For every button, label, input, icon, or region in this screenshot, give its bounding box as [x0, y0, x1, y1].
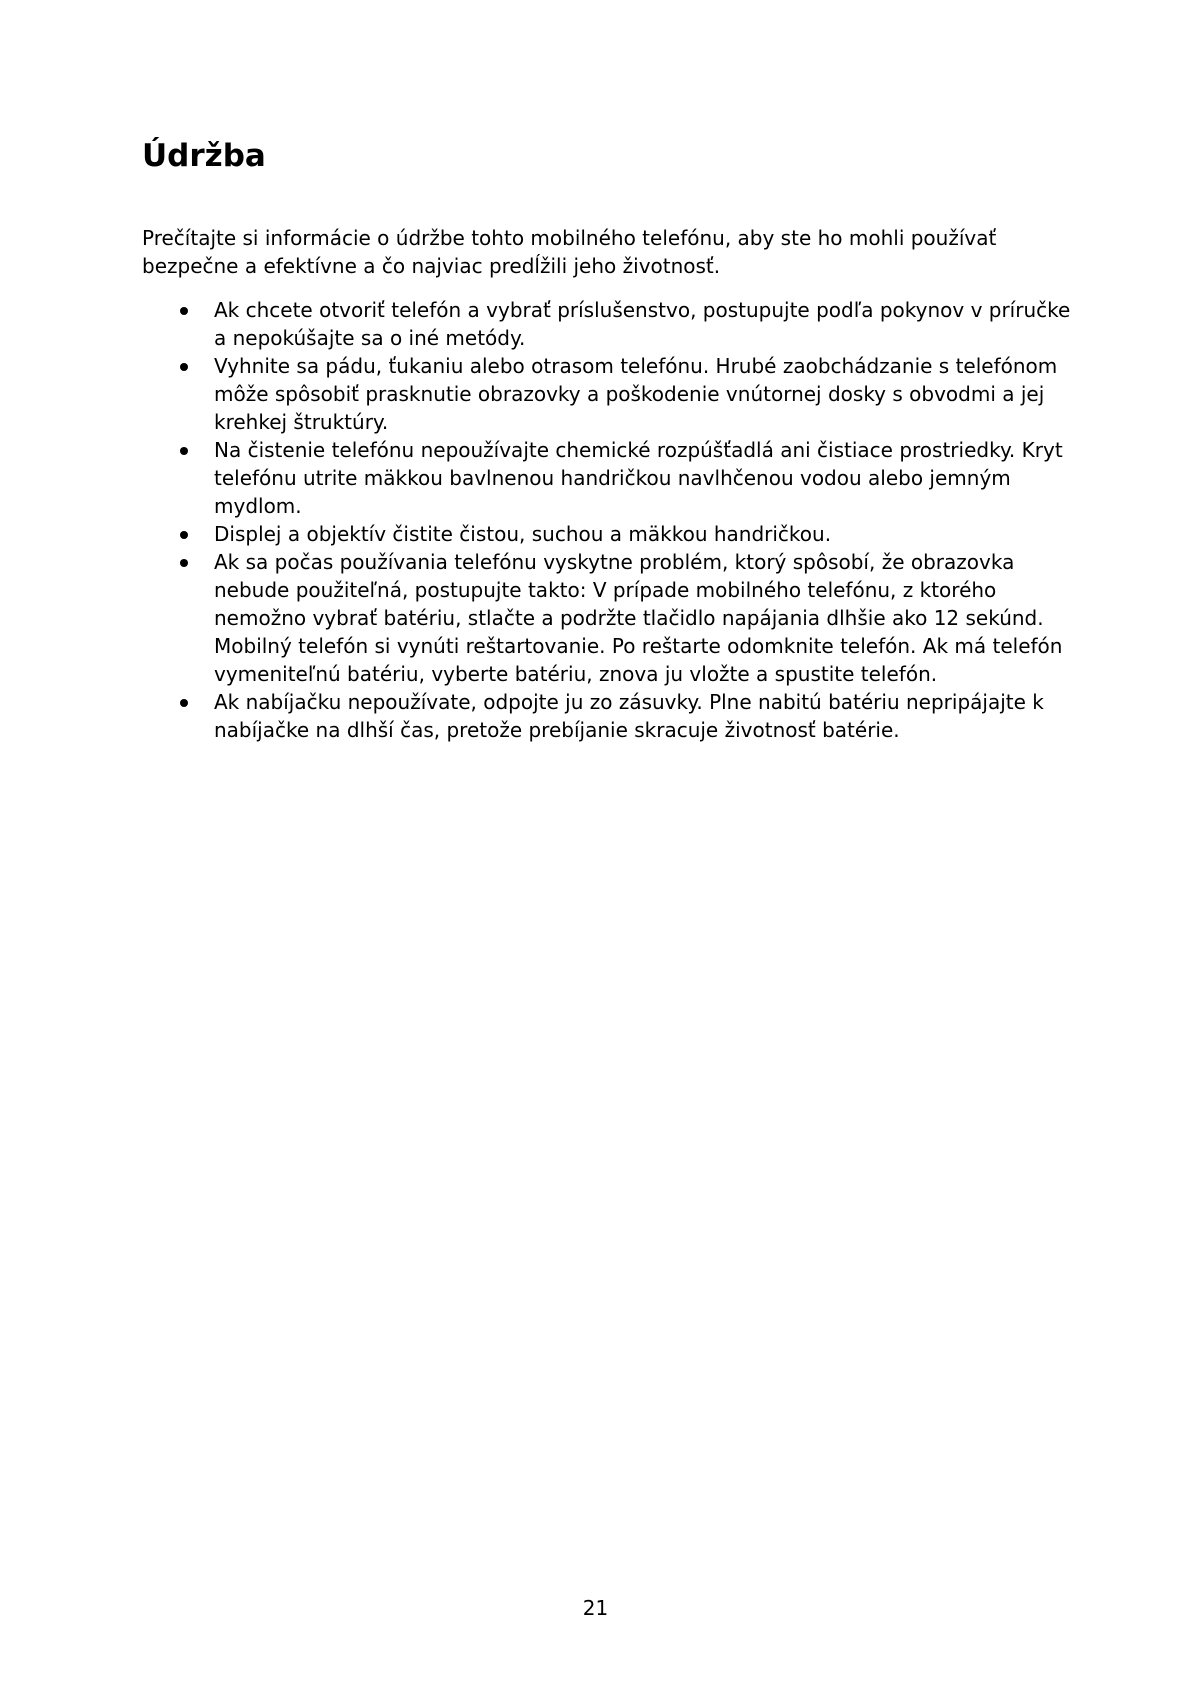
list-item-text: Na čistenie telefónu nepoužívajte chemické rozpúšťadlá ani čistiace prostriedky. Kryt telefónu utrite mäkkou bavlnenou handričkou navlhčenou vodou alebo jemným mydlom.: [214, 438, 1063, 518]
list-item-text: Vyhnite sa pádu, ťukaniu alebo otrasom telefónu. Hrubé zaobchádzanie s telefónom môže spôsobiť prasknutie obrazovky a poškodenie vnútornej dosky s obvodmi a jej krehkej štruktúry.: [214, 354, 1058, 434]
list-item: [142, 688, 1072, 744]
list-item: [142, 436, 1072, 520]
list-item: [142, 548, 1072, 688]
page-number: 21: [582, 1596, 609, 1620]
bullet-icon: [180, 699, 188, 707]
maintenance-list: [142, 296, 1072, 744]
bullet-icon: [180, 307, 188, 315]
list-item-text: Ak nabíjačku nepoužívate, odpojte ju zo zásuvky. Plne nabitú batériu nepripájajte k nabíjačke na dlhší čas, pretože prebíjanie skracuje životnosť batérie.: [214, 690, 1044, 742]
bullet-icon: [180, 531, 188, 539]
list-item: [142, 296, 1072, 352]
list-item-text: Displej a objektív čistite čistou, suchou a mäkkou handričkou.: [214, 522, 832, 546]
list-item: [142, 352, 1072, 436]
bullet-icon: [180, 559, 188, 567]
list-item-text: Ak chcete otvoriť telefón a vybrať príslušenstvo, postupujte podľa pokynov v príručke a nepokúšajte sa o iné metódy.: [214, 298, 1071, 350]
bullet-icon: [180, 447, 188, 455]
intro-paragraph: Prečítajte si informácie o údržbe tohto mobilného telefónu, aby ste ho mohli používať bezpečne a efektívne a čo najviac predĺžili jeho životnosť.: [142, 226, 997, 278]
page-title: Údržba: [142, 138, 266, 174]
bullet-icon: [180, 363, 188, 371]
list-item-text: Ak sa počas používania telefónu vyskytne problém, ktorý spôsobí, že obrazovka nebude použiteľná, postupujte takto: V prípade mobilného telefónu, z ktorého nemožno vybrať batériu, stlačte a podržte tlačidlo napájania dlhšie ako 12 sekúnd. Mobilný telefón si vynúti reštartovanie. Po reštarte odomknite telefón. Ak má telefón vymeniteľnú batériu, vyberte batériu, znova ju vložte a spustite telefón.: [214, 550, 1063, 686]
list-item: [142, 520, 1072, 548]
